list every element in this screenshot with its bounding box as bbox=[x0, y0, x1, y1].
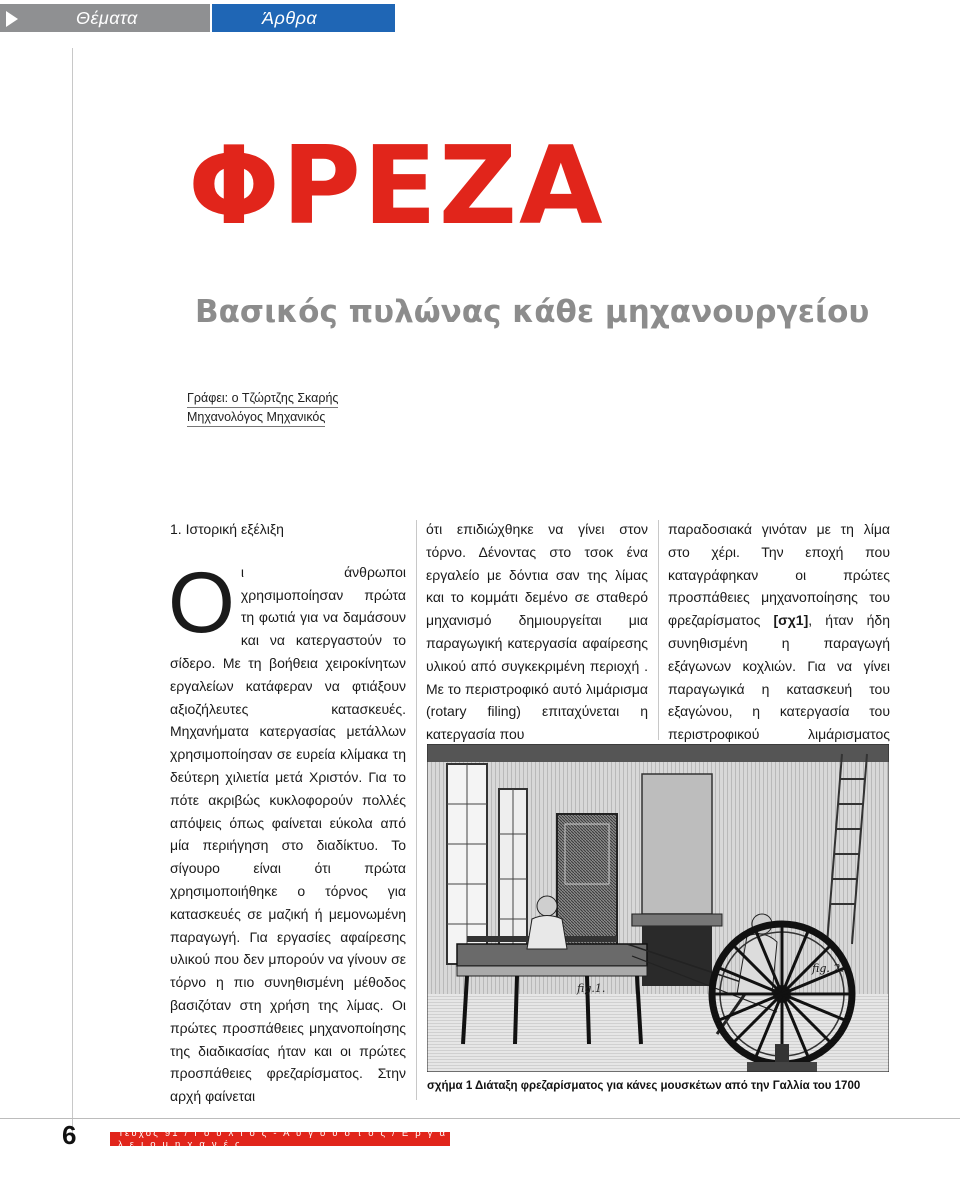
chimney bbox=[642, 774, 712, 914]
col2-text: ότι επιδιώχθηκε να γίνει στον τόρνο. Δένοντας στο τσοκ ένα εργαλείο με δόντια σαν της λίμας και το κομμάτι δεμένο σε σταθερό μηχανισμό δημιουργείται μια παραγωγική κατεργασία αφαίρεσης υλικού από συγκεκριμένη περιοχή . Με το περιστροφικό αυτό λιμάρισμα (rotary filing) επιταχύνεται η κατεργασία που bbox=[426, 521, 648, 743]
text-column-1 bbox=[170, 518, 406, 1108]
fig-label-1: fig.1. bbox=[577, 982, 606, 995]
text-column-2 bbox=[426, 518, 648, 746]
issue-banner bbox=[110, 1128, 450, 1150]
figure-caption: σχήμα 1 Διάταξη φρεζαρίσματος για κάνες μουσκέτων από την Γαλλία του 1700 bbox=[427, 1080, 861, 1092]
engraving-illustration bbox=[427, 744, 889, 1072]
fireplace-opening bbox=[642, 926, 712, 986]
section-heading: 1. Ιστορική εξέλιξη bbox=[170, 521, 284, 537]
section-tabs bbox=[0, 0, 400, 32]
tab-themata[interactable] bbox=[0, 4, 210, 32]
column-divider bbox=[416, 740, 417, 1100]
column-divider bbox=[416, 520, 417, 740]
article-title: ΦΡΕΖΑ bbox=[188, 124, 605, 249]
text-column-3 bbox=[668, 518, 890, 769]
ceiling-beam bbox=[427, 744, 889, 762]
dropcap: Ο bbox=[168, 554, 235, 651]
col1-text: ι άνθρωποι χρησιμοποίησαν πρώτα τη φωτιά για να δαμάσουν και να κατεργαστούν το σίδερο. Με τη βοήθεια χειροκίνητων εργαλείων κατάφεραν να φτιάξουν αξιοζήλευτες κατασκευές. Μηχανήματα κατεργασίας μετάλλων χρησιμοποίησαν σε ευρεία κλίμακα τη δεύτερη χιλιετία μετά Χριστόν. Για το πότε ακριβώς κυκλοφορούν πολλές απόψεις όπως φαίνεται εύκολα από μία περιήγηση στο διαδίκτυο. Το σίγουρο είναι ότι πρώτα χρησιμοποιήθηκε ο τόρνος για κατασκευές σε μαζική ή μεμονωμένη παραγωγή. Για εργασίες αφαίρεσης υλικού που δεν μπορούν να γίνουν σε τόρνο η πιο συνηθισμένη μέθοδος βασιζόταν στη χρήση της λίμας. Οι πρώτες προσπάθειες μηχανοποίησης της διαδικασίας ήταν και οι πρώτες προσπάθειες φρεζαρίσματος. Στην αρχή φαίνεται bbox=[170, 563, 406, 1105]
footer-rule bbox=[0, 1118, 960, 1119]
tab-arthra[interactable] bbox=[212, 4, 395, 32]
tab-themata-label: Θέματα bbox=[76, 7, 138, 28]
figure-engraving bbox=[427, 744, 889, 1072]
col3-text-after: , ήταν ήδη συνηθισμένη η παραγωγή εξάγωνων κοχλιών. Για να γίνει παραγωγικά η κατασκευή του εξαγώνου, η κατεργασία του περιστροφικού λιμάρισματος bbox=[668, 612, 890, 743]
byline bbox=[187, 389, 338, 427]
fig-label-2: fig. 2. bbox=[812, 962, 844, 975]
left-margin-rule bbox=[72, 48, 73, 1138]
byline-author: Γράφει: ο Τζώρτζης Σκαρής bbox=[187, 389, 338, 408]
col3-paragraph bbox=[668, 518, 890, 769]
column-divider bbox=[658, 520, 659, 740]
byline-role: Μηχανολόγος Μηχανικός bbox=[187, 408, 325, 427]
col3-text-before: παραδοσιακά γινόταν με τη λίμα στο χέρι. Την εποχή που καταγράφηκαν οι πρώτες προσπάθειες μηχανοποίησης του φρεζαρίσματος bbox=[668, 521, 890, 629]
issue-label: Τεύχος 91 / Ι ο ύ λ ι ο ς - Α ύ γ ο υ σ τ ο ς / Ε ρ γ α λ ε ι ο μ η χ α ν έ ς bbox=[118, 1128, 448, 1150]
tab-arthra-label: Άρθρα bbox=[262, 7, 318, 28]
article-subtitle: Βασικός πυλώνας κάθε μηχανουργείου bbox=[195, 294, 870, 330]
figure-reference: [σχ1] bbox=[773, 612, 809, 629]
paragraph-1 bbox=[168, 554, 406, 1108]
page-number: 6 bbox=[62, 1120, 77, 1150]
arrow-right-icon bbox=[6, 11, 18, 27]
